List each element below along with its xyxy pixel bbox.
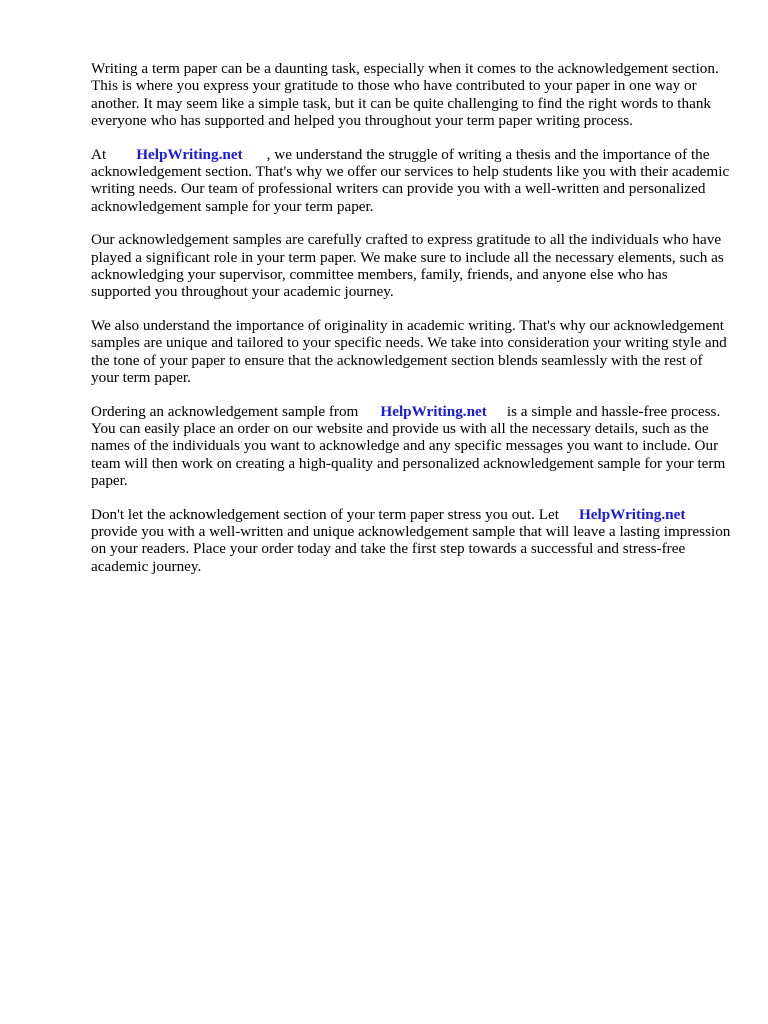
helpwriting-link[interactable]: HelpWriting.net xyxy=(578,505,686,523)
paragraph-text: , we understand the struggle of writing a thesis and the importance of the acknowledgement section. That's why we offer our services to help students like you with their academic writing needs. Our team of professional writers can provide you with a well-written and personalized acknowledgement sample for your term paper. xyxy=(91,145,730,215)
paragraph-text: Don't let the acknowledgement section of your term paper stress you out. Let xyxy=(91,505,559,523)
document-page xyxy=(91,60,731,591)
paragraph-text: At xyxy=(91,145,107,163)
paragraph-text: Ordering an acknowledgement sample from xyxy=(91,402,359,420)
helpwriting-link[interactable]: HelpWriting.net xyxy=(380,402,487,420)
paragraph-intro: Writing a term paper can be a daunting task, especially when it comes to the acknowledgement section. This is where you express your gratitude to those who have contributed to your paper in one way or another. It may seem like a simple task, but it can be quite challenging to find the right words to thank everyone who has supported and helped you throughout your term paper writing process. xyxy=(91,60,719,130)
paragraph-text: provide you with a well-written and unique acknowledgement sample that will leave a lasting impression on your readers. Place your order today and take the first step towards a successful and stress-free academic journey. xyxy=(91,522,731,575)
paragraph-samples: Our acknowledgement samples are carefully crafted to express gratitude to all the individuals who have played a significant role in your term paper. We make sure to include all the necessary elements, such as acknowledging your supervisor, committee members, family, friends, and anyone else who has supported you throughout your academic journey. xyxy=(91,231,724,301)
paragraph-originality: We also understand the importance of originality in academic writing. That's why our acknowledgement samples are unique and tailored to your specific needs. We take into consideration your writing style and the tone of your paper to ensure that the acknowledgement section blends seamlessly with the rest of your term paper. xyxy=(91,316,727,387)
paragraph-ordering xyxy=(91,403,731,490)
paragraph-closing xyxy=(91,506,731,576)
paragraph-helpwriting-intro xyxy=(91,146,731,216)
helpwriting-link[interactable]: HelpWriting.net xyxy=(136,145,243,163)
paragraph-text: is a simple and hassle-free process. You can easily place an order on our website and provide us with all the necessary details, such as the names of the individuals you want to acknowledge and any specific messages you want to include. Our team will then work on creating a high-quality and personalized acknowledgement sample for your term paper. xyxy=(91,402,726,490)
